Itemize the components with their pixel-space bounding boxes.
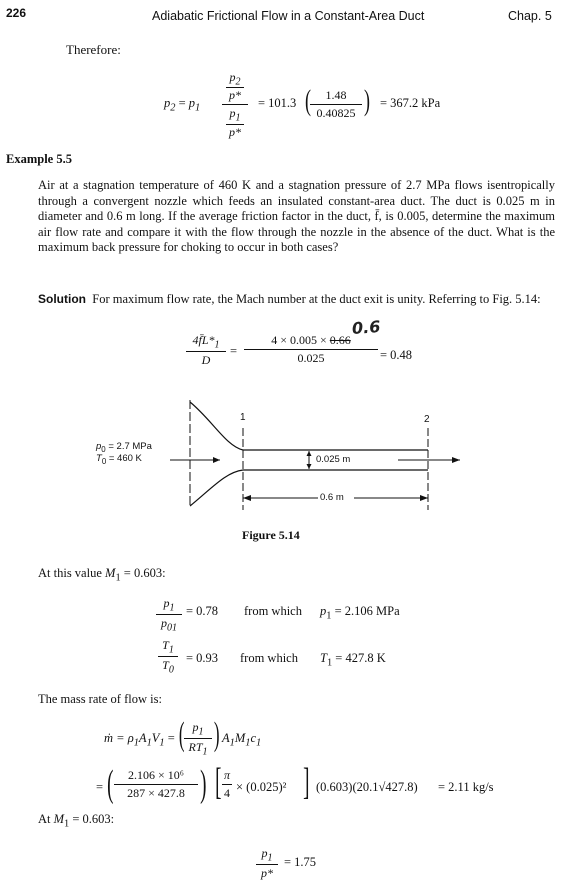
lhs-fraction: $4f̄L*_1$ D	[186, 333, 226, 368]
compound-fraction: $p_2$ p* $p_1$ p*	[222, 70, 248, 140]
outlet-arrowhead	[452, 457, 460, 463]
solution-label: Solution	[38, 292, 86, 306]
station-1-label: 1	[240, 412, 246, 423]
length-label: 0.6 m	[320, 492, 344, 503]
handwritten-correction: 0.6	[351, 317, 381, 338]
struck-value: 0.66	[329, 333, 351, 347]
solution-paragraph	[38, 292, 555, 308]
at-this-value-text: At this value $M_1 = 0.603$:	[38, 566, 166, 584]
running-title: Adiabatic Frictional Flow in a Constant-Area Duct	[152, 9, 425, 23]
example-label: Example 5.5	[6, 152, 72, 166]
ratio-fraction: 1.48 0.40825	[310, 88, 362, 121]
station-2-label: 2	[424, 414, 430, 425]
example-text: Air at a stagnation temperature of 460 K and a stagnation pressure of 2.7 MPa flows isentropically through a convergent nozzle which feeds an insulated constant-area duct. The duct is 0.025 m in diameter and 0.6 m long. If the average friction factor in the duct, f̄, is 0.005, determine the maximum air flow rate and compare it with the flow through the nozzle in the absence of the duct. What is the maximum back pressure for choking to occur in both cases?	[38, 178, 555, 255]
therefore-text: Therefore:	[66, 42, 121, 57]
nozzle-duct-diagram	[0, 396, 564, 520]
at-m1-text: At $M_1 = 0.603$:	[38, 812, 115, 830]
figure-caption: Figure 5.14	[242, 528, 300, 542]
chapter-label: Chap. 5	[508, 9, 552, 23]
solution-text: For maximum flow rate, the Mach number at the duct exit is unity. Referring to Fig. 5.14:	[92, 292, 541, 306]
stagnation-pressure-label: $p_0 = 2.7$ MPa	[96, 441, 152, 454]
nozzle-upper-wall	[190, 402, 243, 450]
stagnation-temperature-label: $T_0 = 460$ K	[96, 453, 142, 466]
mass-rate-text: The mass rate of flow is:	[38, 692, 162, 706]
diameter-label: 0.025 m	[316, 454, 351, 465]
rhs-fraction: 4 × 0.005 × 0.66 0.025	[244, 333, 378, 366]
inlet-arrowhead	[213, 457, 220, 463]
nozzle-lower-wall	[190, 470, 243, 506]
page-number: 226	[6, 6, 27, 20]
